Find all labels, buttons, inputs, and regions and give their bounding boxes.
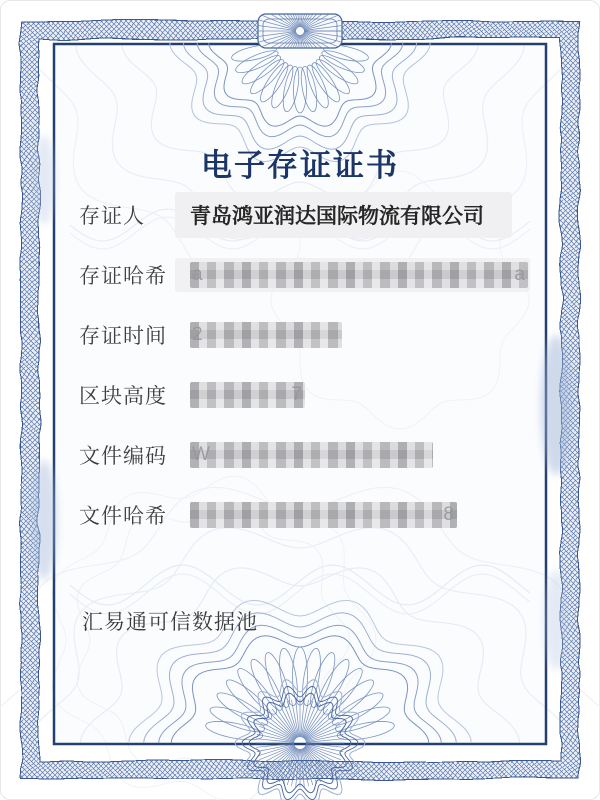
field-row-deposit-time bbox=[79, 305, 528, 365]
certificate-title: 电子存证证书 bbox=[201, 148, 399, 183]
redacted-value-mosaic bbox=[190, 262, 528, 288]
field-label: 存证哈希 bbox=[79, 265, 167, 288]
field-label: 区块高度 bbox=[79, 385, 167, 408]
field-row-deposit-hash bbox=[79, 245, 528, 305]
field-row-file-hash bbox=[79, 485, 528, 545]
field-rows bbox=[79, 185, 528, 545]
visible-char-start: W bbox=[192, 444, 210, 465]
field-row-file-code bbox=[79, 425, 528, 485]
redacted-value-mosaic bbox=[190, 442, 433, 468]
redacted-value-mosaic bbox=[190, 502, 457, 528]
redacted-value-mosaic bbox=[190, 322, 342, 348]
field-label: 文件编码 bbox=[79, 445, 167, 468]
visible-char-end: a bbox=[514, 264, 525, 285]
field-row-block-height bbox=[79, 365, 528, 425]
certificate-content bbox=[54, 44, 546, 744]
field-row-depositor bbox=[79, 185, 528, 245]
issuer-footer: 汇易通可信数据池 bbox=[82, 611, 258, 634]
visible-char-end: 7 bbox=[291, 384, 302, 405]
field-value: 青岛鸿亚润达国际物流有限公司 bbox=[175, 192, 512, 238]
visible-char-start: a bbox=[192, 264, 203, 285]
field-value-band bbox=[175, 258, 530, 292]
visible-char-end: 8 bbox=[443, 504, 454, 525]
visible-char-start: 2 bbox=[192, 324, 203, 345]
field-label: 存证时间 bbox=[79, 325, 167, 348]
field-label: 存证人 bbox=[79, 205, 145, 228]
field-label: 文件哈希 bbox=[79, 505, 167, 528]
redacted-value-mosaic bbox=[190, 382, 305, 408]
